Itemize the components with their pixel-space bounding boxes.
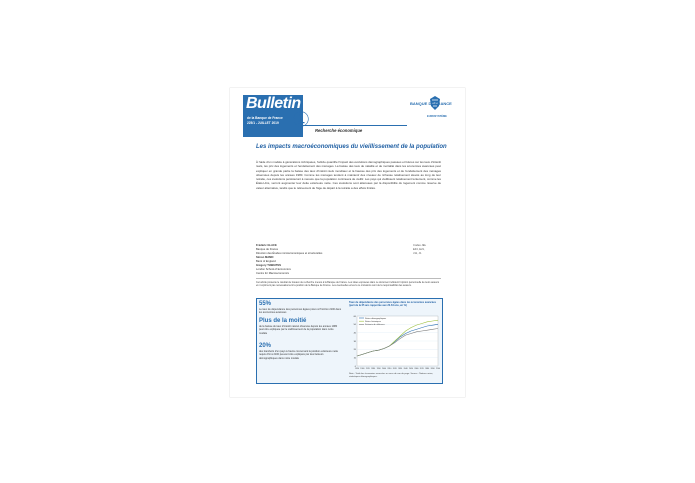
x-tick-label: 1960: [360, 368, 365, 371]
y-tick-label: 50: [353, 324, 356, 327]
article-title: Les impacts macroéconomiques du vieillissement de la population: [256, 144, 447, 150]
author-affiliation: London School of Economics: [256, 268, 291, 272]
key-figure-text: des transferts d'un pays à l'autre concernant la position extérieure nette requis d'ici à 2100 peuvent être expliqués par des facteurs démographiques dans notre modèle: [259, 350, 339, 360]
y-tick-label: 20: [353, 349, 356, 352]
dependency-ratio-chart: [349, 310, 440, 372]
legend-entry: Séries historiques: [365, 321, 381, 323]
figure-note: Note : Total des économies avancées au sens de son de page. Source : Nations unies, statistiques démographiques.: [349, 373, 434, 378]
author-name: Simon MAMO: [256, 256, 274, 260]
x-tick-label: 2020: [392, 368, 397, 371]
y-tick-label: 40: [353, 332, 356, 335]
x-tick-label: 2070: [419, 368, 424, 371]
figure-title: Taux de dépendance des personnes âgées dans les économies avancées (part de la 65 ans rapportée aux 20-64 ans, en %): [349, 301, 437, 308]
legend-entry: Scénario de référence: [365, 324, 385, 327]
logo-sub: EUROSYSTÈME: [427, 115, 447, 118]
key-figure: [259, 318, 342, 335]
x-tick-label: 1990: [376, 368, 381, 371]
key-figure-value: 55%: [259, 301, 272, 307]
y-tick-label: 10: [353, 357, 356, 360]
author-affiliation: Centre for Macroeconomics: [256, 272, 290, 276]
y-tick-label: 30: [353, 340, 356, 343]
author-affiliation: Direction des Études microéconomiques et structurelles: [256, 252, 323, 256]
x-tick-label: 1980: [371, 368, 376, 371]
x-tick-label: 2080: [425, 368, 430, 371]
y-tick-label: 0: [354, 365, 356, 368]
key-figure-text: de la baisse du taux d'intérêt naturel observée depuis les années 1980 peut être expliquée par le vieillissement de la population dans notre modèle: [259, 325, 338, 335]
authors-block: [256, 244, 376, 276]
article-abstract: À l'aide d'un modèle à générations imbriquées, l'article quantifie l'impact des évolutions démographiques passées et futures sur les taux d'intérêt réels, les prix des logements et l'endettement des ménages. La baisse des taux de natalité et de mortalité dans les économies avancées peut expliquer en grande partie la baisse des taux d'intérêt réels mondiaux et la hausse des prix des logements et de l'endettement des ménages observées depuis les années 1980. Comme les ménages tendent à maintenir des niveaux de richesse relativement élevés au long de leur retraite, ces évolutions persisteront à mesure que la population continuera de vieillir. Les pays qui vieillissent relativement lentement, comme les États-Unis, verront augmenter leur dette extérieure nette. Ces évolutions sont atténuées par la disponibilité du logement comme réserve de valeur alternative, tandis que le relèvement de l'âge de départ à la retraite a des effets limités.: [256, 160, 441, 190]
x-tick-label: 2100: [436, 368, 440, 371]
masthead-issue: 225/1 - JUILLET 2019: [247, 121, 279, 125]
disclaimer: Cet article présente le résultat de travaux de recherche menés à la Banque de France. Les idées exposées dans ce document reflètent l'opinion personnelle de leurs auteurs et n'expriment pas nécessairement la position de la Banque de France. Les éventuelles erreurs ou omissions sont de la responsabilité des auteurs.: [256, 281, 440, 288]
legend-entry: Séries démographiques: [365, 317, 387, 320]
x-tick-label: 1950: [355, 368, 359, 371]
divider: [256, 278, 441, 279]
section-label: Recherche économique: [315, 128, 363, 133]
key-figure: [259, 301, 342, 315]
y-tick-label: 60: [353, 315, 356, 318]
jel-codes: Codes JEL E43, E21, J11, J1: [413, 244, 427, 256]
key-figure: [259, 343, 342, 360]
banque-de-france-logo: [410, 95, 460, 121]
masthead-subtitle: de la Banque de France: [247, 116, 283, 120]
x-tick-label: 2060: [414, 368, 419, 371]
key-figure-value: Plus de la moitié: [259, 318, 307, 324]
masthead-title: Bulletin: [246, 95, 301, 112]
author-name: Grégory THWAITES: [256, 264, 282, 268]
key-figure-text: Le taux de dépendance des personnes âgées prévu à l'horizon 2100 dans les économies avancées: [259, 308, 342, 315]
key-figure-value: 20%: [259, 343, 272, 349]
bulletin-page: [230, 88, 465, 397]
x-tick-label: 2040: [403, 368, 408, 371]
x-tick-label: 2010: [387, 368, 392, 371]
logo-name: BANQUE DE FRANCE: [410, 101, 452, 106]
x-tick-label: 1970: [365, 368, 370, 371]
x-tick-label: 2090: [430, 368, 435, 371]
author-name: Frédéric GLACE: [256, 244, 277, 247]
author-affiliation: Banque de France: [256, 248, 279, 252]
x-tick-label: 2030: [398, 368, 403, 371]
x-tick-label: 2050: [409, 368, 413, 371]
key-figures-box: [256, 298, 443, 384]
x-tick-label: 2000: [382, 368, 386, 371]
author-affiliation: Bank of England: [256, 260, 276, 264]
